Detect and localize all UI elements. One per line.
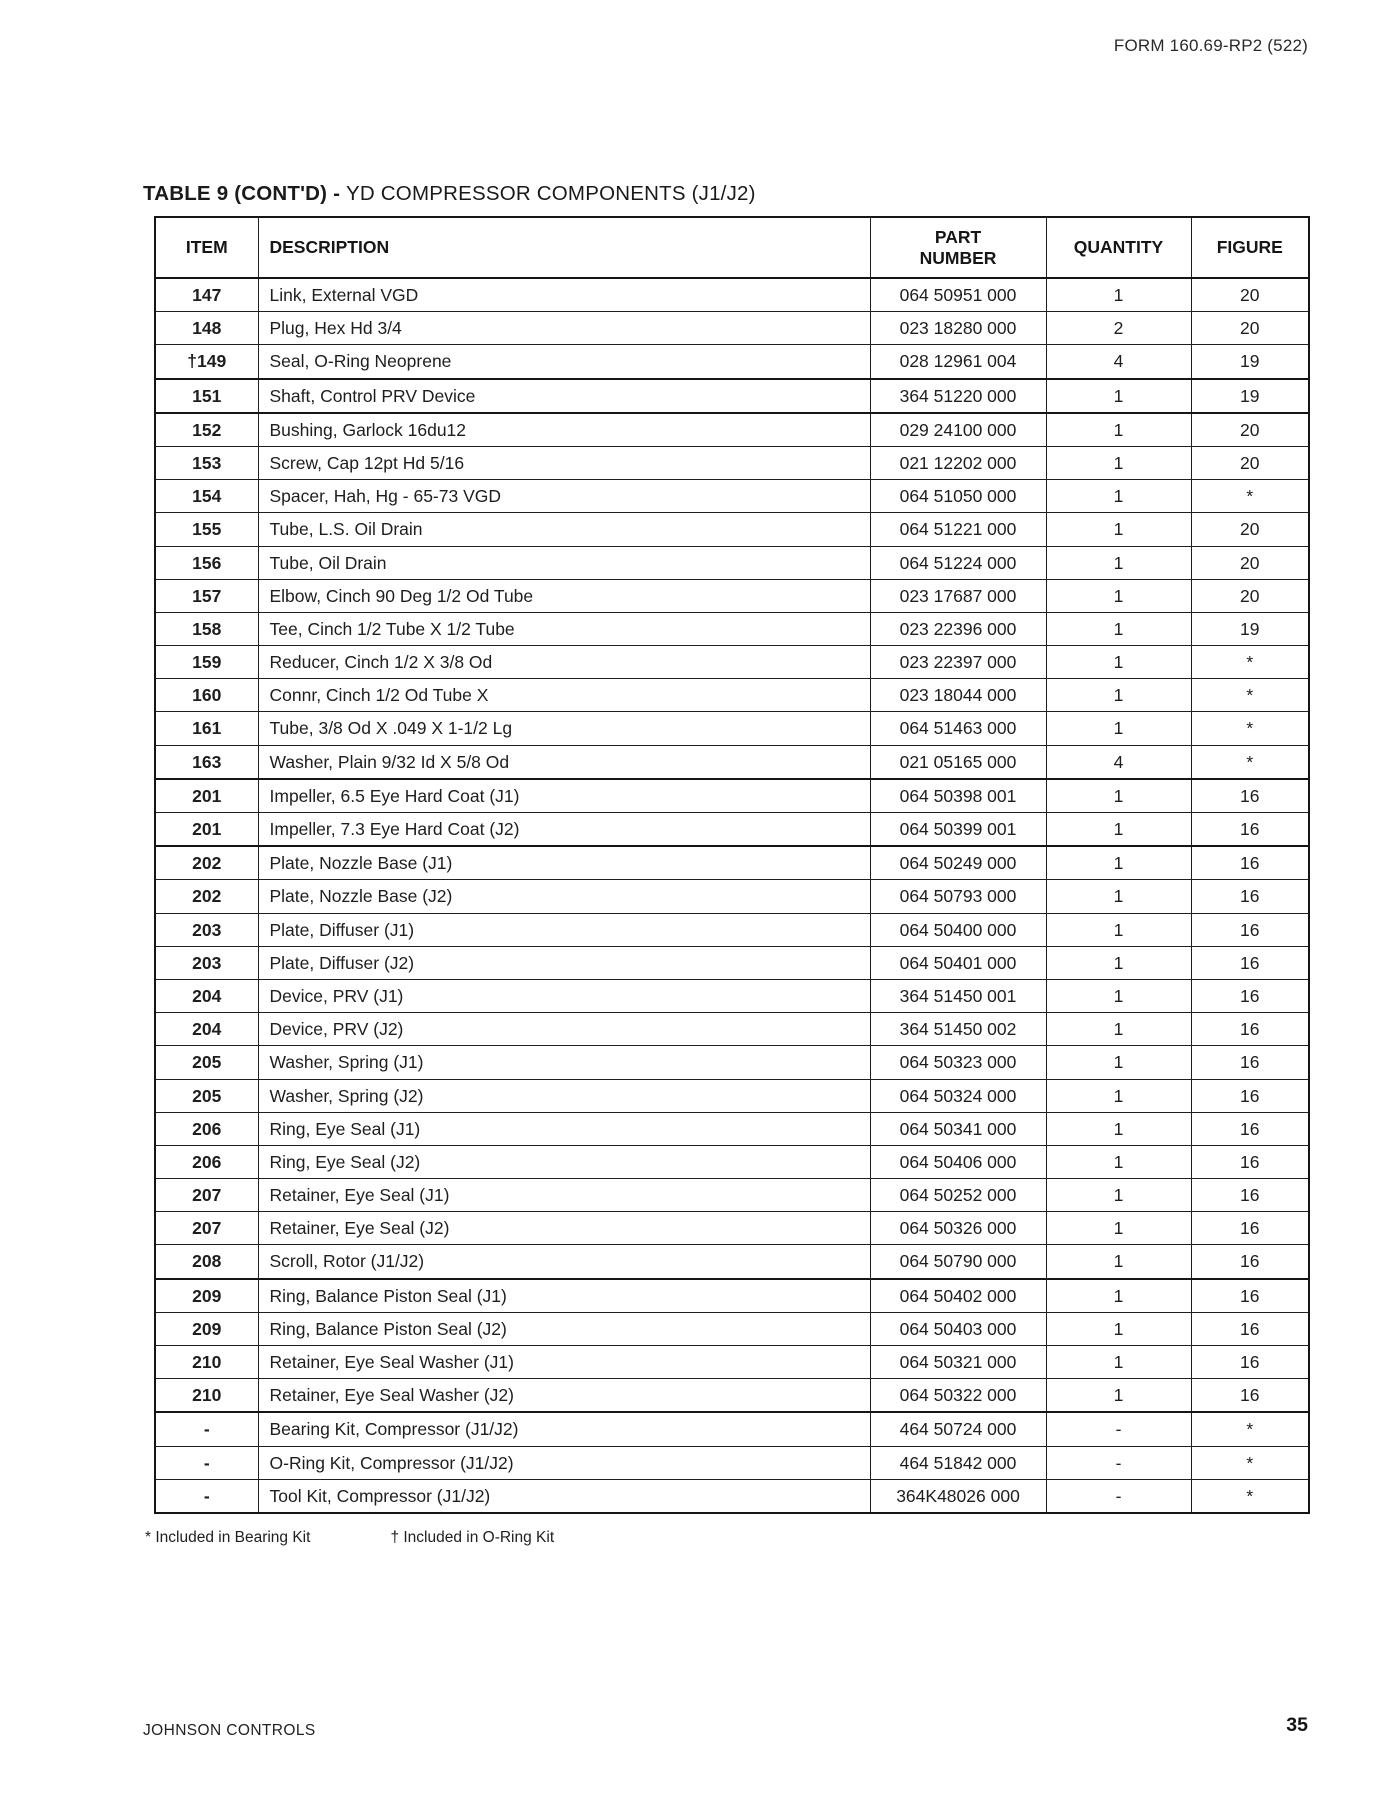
- quantity-cell: 1: [1046, 480, 1191, 513]
- table-row: [155, 480, 1309, 513]
- description-cell: Tube, Oil Drain: [258, 546, 870, 579]
- quantity-cell: 1: [1046, 880, 1191, 913]
- part-number-cell: 064 50249 000: [870, 846, 1046, 880]
- table-row: [155, 312, 1309, 345]
- table-row: [155, 413, 1309, 447]
- table-row: [155, 1312, 1309, 1345]
- figure-cell: 16: [1191, 1013, 1309, 1046]
- header-part-line2: NUMBER: [919, 247, 997, 268]
- figure-cell: 16: [1191, 1079, 1309, 1112]
- item-cell: -: [155, 1479, 258, 1513]
- description-cell: Plate, Diffuser (J2): [258, 946, 870, 979]
- part-number-cell: 064 50402 000: [870, 1279, 1046, 1313]
- description-cell: Plug, Hex Hd 3/4: [258, 312, 870, 345]
- figure-cell: 16: [1191, 846, 1309, 880]
- table-title-text: YD COMPRESSOR COMPONENTS (J1/J2): [346, 182, 756, 205]
- table-row: [155, 278, 1309, 312]
- table-header: [155, 217, 1309, 278]
- header-part-number: [870, 217, 1046, 278]
- description-cell: Washer, Plain 9/32 Id X 5/8 Od: [258, 745, 870, 779]
- item-cell: 207: [155, 1212, 258, 1245]
- quantity-cell: 1: [1046, 278, 1191, 312]
- item-cell: 159: [155, 646, 258, 679]
- part-number-cell: 023 18044 000: [870, 679, 1046, 712]
- description-cell: Seal, O-Ring Neoprene: [258, 345, 870, 379]
- quantity-cell: 1: [1046, 1379, 1191, 1413]
- item-cell: 201: [155, 779, 258, 813]
- item-cell: 152: [155, 413, 258, 447]
- figure-cell: 16: [1191, 1212, 1309, 1245]
- header-description: DESCRIPTION: [258, 217, 870, 278]
- item-cell: 161: [155, 712, 258, 745]
- item-cell: 203: [155, 913, 258, 946]
- table-row: [155, 813, 1309, 847]
- item-cell: 202: [155, 880, 258, 913]
- description-cell: Ring, Balance Piston Seal (J2): [258, 1312, 870, 1345]
- part-number-cell: 364 51450 001: [870, 979, 1046, 1012]
- description-cell: Ring, Eye Seal (J1): [258, 1112, 870, 1145]
- item-cell: 158: [155, 612, 258, 645]
- table-body: [155, 278, 1309, 1513]
- item-cell: 201: [155, 813, 258, 847]
- item-cell: 209: [155, 1312, 258, 1345]
- quantity-cell: 1: [1046, 1245, 1191, 1279]
- part-number-cell: 064 50403 000: [870, 1312, 1046, 1345]
- quantity-cell: 1: [1046, 712, 1191, 745]
- part-number-cell: 064 50324 000: [870, 1079, 1046, 1112]
- figure-cell: 20: [1191, 579, 1309, 612]
- part-number-cell: 064 50341 000: [870, 1112, 1046, 1145]
- figure-cell: *: [1191, 1446, 1309, 1479]
- description-cell: Impeller, 7.3 Eye Hard Coat (J2): [258, 813, 870, 847]
- part-number-cell: 064 50322 000: [870, 1379, 1046, 1413]
- quantity-cell: 1: [1046, 379, 1191, 413]
- item-cell: 154: [155, 480, 258, 513]
- footnote: [145, 1529, 554, 1547]
- description-cell: Screw, Cap 12pt Hd 5/16: [258, 446, 870, 479]
- description-cell: Plate, Nozzle Base (J1): [258, 846, 870, 880]
- figure-cell: 20: [1191, 312, 1309, 345]
- header-figure: FIGURE: [1191, 217, 1309, 278]
- quantity-cell: -: [1046, 1446, 1191, 1479]
- quantity-cell: 1: [1046, 1079, 1191, 1112]
- item-cell: 163: [155, 745, 258, 779]
- description-cell: Link, External VGD: [258, 278, 870, 312]
- table-row: [155, 546, 1309, 579]
- description-cell: Reducer, Cinch 1/2 X 3/8 Od: [258, 646, 870, 679]
- table-row: [155, 345, 1309, 379]
- figure-cell: *: [1191, 646, 1309, 679]
- description-cell: Spacer, Hah, Hg - 65-73 VGD: [258, 480, 870, 513]
- table-row: [155, 745, 1309, 779]
- table-row: [155, 1279, 1309, 1313]
- item-cell: 208: [155, 1245, 258, 1279]
- table-row: [155, 1046, 1309, 1079]
- item-cell: 206: [155, 1145, 258, 1178]
- part-number-cell: 064 50400 000: [870, 913, 1046, 946]
- figure-cell: *: [1191, 1412, 1309, 1446]
- quantity-cell: 1: [1046, 513, 1191, 546]
- figure-cell: 16: [1191, 913, 1309, 946]
- part-number-cell: 064 50406 000: [870, 1145, 1046, 1178]
- quantity-cell: 4: [1046, 745, 1191, 779]
- quantity-cell: 1: [1046, 1279, 1191, 1313]
- quantity-cell: -: [1046, 1479, 1191, 1513]
- item-cell: 205: [155, 1046, 258, 1079]
- description-cell: Plate, Diffuser (J1): [258, 913, 870, 946]
- item-cell: 153: [155, 446, 258, 479]
- part-number-cell: 464 51842 000: [870, 1446, 1046, 1479]
- footnote-bearing-kit: * Included in Bearing Kit: [145, 1529, 311, 1546]
- figure-cell: 19: [1191, 345, 1309, 379]
- description-cell: Impeller, 6.5 Eye Hard Coat (J1): [258, 779, 870, 813]
- figure-cell: 16: [1191, 1046, 1309, 1079]
- item-cell: 155: [155, 513, 258, 546]
- table-row: [155, 679, 1309, 712]
- part-number-cell: 464 50724 000: [870, 1412, 1046, 1446]
- part-number-cell: 023 22397 000: [870, 646, 1046, 679]
- description-cell: Retainer, Eye Seal Washer (J2): [258, 1379, 870, 1413]
- description-cell: Retainer, Eye Seal (J1): [258, 1179, 870, 1212]
- table-row: [155, 579, 1309, 612]
- item-cell: -: [155, 1412, 258, 1446]
- quantity-cell: 1: [1046, 846, 1191, 880]
- description-cell: Scroll, Rotor (J1/J2): [258, 1245, 870, 1279]
- part-number-cell: 364 51450 002: [870, 1013, 1046, 1046]
- part-number-cell: 064 51221 000: [870, 513, 1046, 546]
- description-cell: Ring, Balance Piston Seal (J1): [258, 1279, 870, 1313]
- figure-cell: 19: [1191, 379, 1309, 413]
- description-cell: Tube, 3/8 Od X .049 X 1-1/2 Lg: [258, 712, 870, 745]
- table-row: [155, 1079, 1309, 1112]
- item-cell: 156: [155, 546, 258, 579]
- quantity-cell: 1: [1046, 1212, 1191, 1245]
- table-row: [155, 513, 1309, 546]
- figure-cell: 20: [1191, 513, 1309, 546]
- quantity-cell: 1: [1046, 646, 1191, 679]
- description-cell: Retainer, Eye Seal Washer (J1): [258, 1346, 870, 1379]
- figure-cell: *: [1191, 745, 1309, 779]
- quantity-cell: 1: [1046, 979, 1191, 1012]
- description-cell: Device, PRV (J2): [258, 1013, 870, 1046]
- quantity-cell: 1: [1046, 446, 1191, 479]
- quantity-cell: 1: [1046, 1145, 1191, 1178]
- description-cell: Tube, L.S. Oil Drain: [258, 513, 870, 546]
- part-number-cell: 064 50793 000: [870, 880, 1046, 913]
- table-row: [155, 646, 1309, 679]
- quantity-cell: 1: [1046, 1312, 1191, 1345]
- quantity-cell: 1: [1046, 413, 1191, 447]
- item-cell: 151: [155, 379, 258, 413]
- part-number-cell: 064 51224 000: [870, 546, 1046, 579]
- table-row: [155, 979, 1309, 1012]
- item-cell: 210: [155, 1379, 258, 1413]
- header-row: [155, 217, 1309, 278]
- item-cell: 160: [155, 679, 258, 712]
- figure-cell: 16: [1191, 1179, 1309, 1212]
- table-row: [155, 1346, 1309, 1379]
- part-number-cell: 064 50951 000: [870, 278, 1046, 312]
- item-cell: 205: [155, 1079, 258, 1112]
- figure-cell: 16: [1191, 1379, 1309, 1413]
- part-number-cell: 064 51050 000: [870, 480, 1046, 513]
- header-item: ITEM: [155, 217, 258, 278]
- figure-cell: *: [1191, 1479, 1309, 1513]
- part-number-cell: 028 12961 004: [870, 345, 1046, 379]
- item-cell: 204: [155, 1013, 258, 1046]
- part-number-cell: 021 05165 000: [870, 745, 1046, 779]
- part-number-cell: 064 50323 000: [870, 1046, 1046, 1079]
- table-row: [155, 846, 1309, 880]
- table-title: [143, 182, 756, 206]
- figure-cell: 20: [1191, 413, 1309, 447]
- table-row: [155, 1412, 1309, 1446]
- item-cell: 210: [155, 1346, 258, 1379]
- item-cell: 206: [155, 1112, 258, 1145]
- part-number-cell: 064 50790 000: [870, 1245, 1046, 1279]
- item-cell: †149: [155, 345, 258, 379]
- figure-cell: 16: [1191, 1312, 1309, 1345]
- part-number-cell: 064 50398 001: [870, 779, 1046, 813]
- description-cell: Tee, Cinch 1/2 Tube X 1/2 Tube: [258, 612, 870, 645]
- table-row: [155, 1479, 1309, 1513]
- item-cell: 202: [155, 846, 258, 880]
- figure-cell: 16: [1191, 1346, 1309, 1379]
- table-row: [155, 379, 1309, 413]
- table-row: [155, 779, 1309, 813]
- table-row: [155, 712, 1309, 745]
- part-number-cell: 023 17687 000: [870, 579, 1046, 612]
- figure-cell: 16: [1191, 813, 1309, 847]
- quantity-cell: 1: [1046, 1013, 1191, 1046]
- quantity-cell: 4: [1046, 345, 1191, 379]
- description-cell: Device, PRV (J1): [258, 979, 870, 1012]
- part-number-cell: 064 51463 000: [870, 712, 1046, 745]
- footer-company: JOHNSON CONTROLS: [143, 1722, 316, 1739]
- part-number-cell: 021 12202 000: [870, 446, 1046, 479]
- part-number-cell: 064 50401 000: [870, 946, 1046, 979]
- description-cell: Plate, Nozzle Base (J2): [258, 880, 870, 913]
- item-cell: 204: [155, 979, 258, 1012]
- quantity-cell: 1: [1046, 579, 1191, 612]
- table-row: [155, 946, 1309, 979]
- table-row: [155, 1179, 1309, 1212]
- figure-cell: 16: [1191, 1279, 1309, 1313]
- table-row: [155, 1446, 1309, 1479]
- figure-cell: 16: [1191, 979, 1309, 1012]
- description-cell: Washer, Spring (J2): [258, 1079, 870, 1112]
- description-cell: Retainer, Eye Seal (J2): [258, 1212, 870, 1245]
- table-row: [155, 1013, 1309, 1046]
- figure-cell: 20: [1191, 546, 1309, 579]
- figure-cell: 16: [1191, 1112, 1309, 1145]
- quantity-cell: 1: [1046, 1346, 1191, 1379]
- quantity-cell: 1: [1046, 1179, 1191, 1212]
- quantity-cell: 2: [1046, 312, 1191, 345]
- table-row: [155, 612, 1309, 645]
- table-row: [155, 880, 1309, 913]
- part-number-cell: 364K48026 000: [870, 1479, 1046, 1513]
- description-cell: Connr, Cinch 1/2 Od Tube X: [258, 679, 870, 712]
- figure-cell: 16: [1191, 946, 1309, 979]
- figure-cell: 16: [1191, 779, 1309, 813]
- table-row: [155, 446, 1309, 479]
- form-number: FORM 160.69-RP2 (522): [1113, 36, 1308, 55]
- part-number-cell: 364 51220 000: [870, 379, 1046, 413]
- table-row: [155, 913, 1309, 946]
- description-cell: O-Ring Kit, Compressor (J1/J2): [258, 1446, 870, 1479]
- part-number-cell: 064 50321 000: [870, 1346, 1046, 1379]
- part-number-cell: 064 50252 000: [870, 1179, 1046, 1212]
- quantity-cell: 1: [1046, 546, 1191, 579]
- item-cell: -: [155, 1446, 258, 1479]
- quantity-cell: 1: [1046, 1046, 1191, 1079]
- table-title-label: TABLE 9 (CONT'D) -: [143, 182, 347, 205]
- header-part-line1: PART: [934, 227, 982, 248]
- item-cell: 203: [155, 946, 258, 979]
- figure-cell: *: [1191, 480, 1309, 513]
- part-number-cell: 023 22396 000: [870, 612, 1046, 645]
- quantity-cell: 1: [1046, 612, 1191, 645]
- item-cell: 209: [155, 1279, 258, 1313]
- quantity-cell: 1: [1046, 946, 1191, 979]
- part-number-cell: 023 18280 000: [870, 312, 1046, 345]
- figure-cell: 20: [1191, 446, 1309, 479]
- table-row: [155, 1112, 1309, 1145]
- figure-cell: 16: [1191, 880, 1309, 913]
- header-quantity: QUANTITY: [1046, 217, 1191, 278]
- quantity-cell: -: [1046, 1412, 1191, 1446]
- figure-cell: 20: [1191, 278, 1309, 312]
- figure-cell: 16: [1191, 1245, 1309, 1279]
- table-row: [155, 1245, 1309, 1279]
- quantity-cell: 1: [1046, 913, 1191, 946]
- footnote-oring-kit: † Included in O-Ring Kit: [390, 1529, 555, 1546]
- part-number-cell: 064 50399 001: [870, 813, 1046, 847]
- item-cell: 207: [155, 1179, 258, 1212]
- item-cell: 147: [155, 278, 258, 312]
- table-row: [155, 1379, 1309, 1413]
- page-number: 35: [1286, 1714, 1308, 1736]
- quantity-cell: 1: [1046, 813, 1191, 847]
- description-cell: Washer, Spring (J1): [258, 1046, 870, 1079]
- description-cell: Bushing, Garlock 16du12: [258, 413, 870, 447]
- item-cell: 157: [155, 579, 258, 612]
- parts-table: [154, 216, 1310, 1514]
- figure-cell: *: [1191, 679, 1309, 712]
- part-number-cell: 064 50326 000: [870, 1212, 1046, 1245]
- table-row: [155, 1145, 1309, 1178]
- quantity-cell: 1: [1046, 679, 1191, 712]
- table-row: [155, 1212, 1309, 1245]
- description-cell: Shaft, Control PRV Device: [258, 379, 870, 413]
- figure-cell: 16: [1191, 1145, 1309, 1178]
- description-cell: Bearing Kit, Compressor (J1/J2): [258, 1412, 870, 1446]
- description-cell: Elbow, Cinch 90 Deg 1/2 Od Tube: [258, 579, 870, 612]
- figure-cell: 19: [1191, 612, 1309, 645]
- description-cell: Ring, Eye Seal (J2): [258, 1145, 870, 1178]
- figure-cell: *: [1191, 712, 1309, 745]
- description-cell: Tool Kit, Compressor (J1/J2): [258, 1479, 870, 1513]
- part-number-cell: 029 24100 000: [870, 413, 1046, 447]
- quantity-cell: 1: [1046, 1112, 1191, 1145]
- item-cell: 148: [155, 312, 258, 345]
- quantity-cell: 1: [1046, 779, 1191, 813]
